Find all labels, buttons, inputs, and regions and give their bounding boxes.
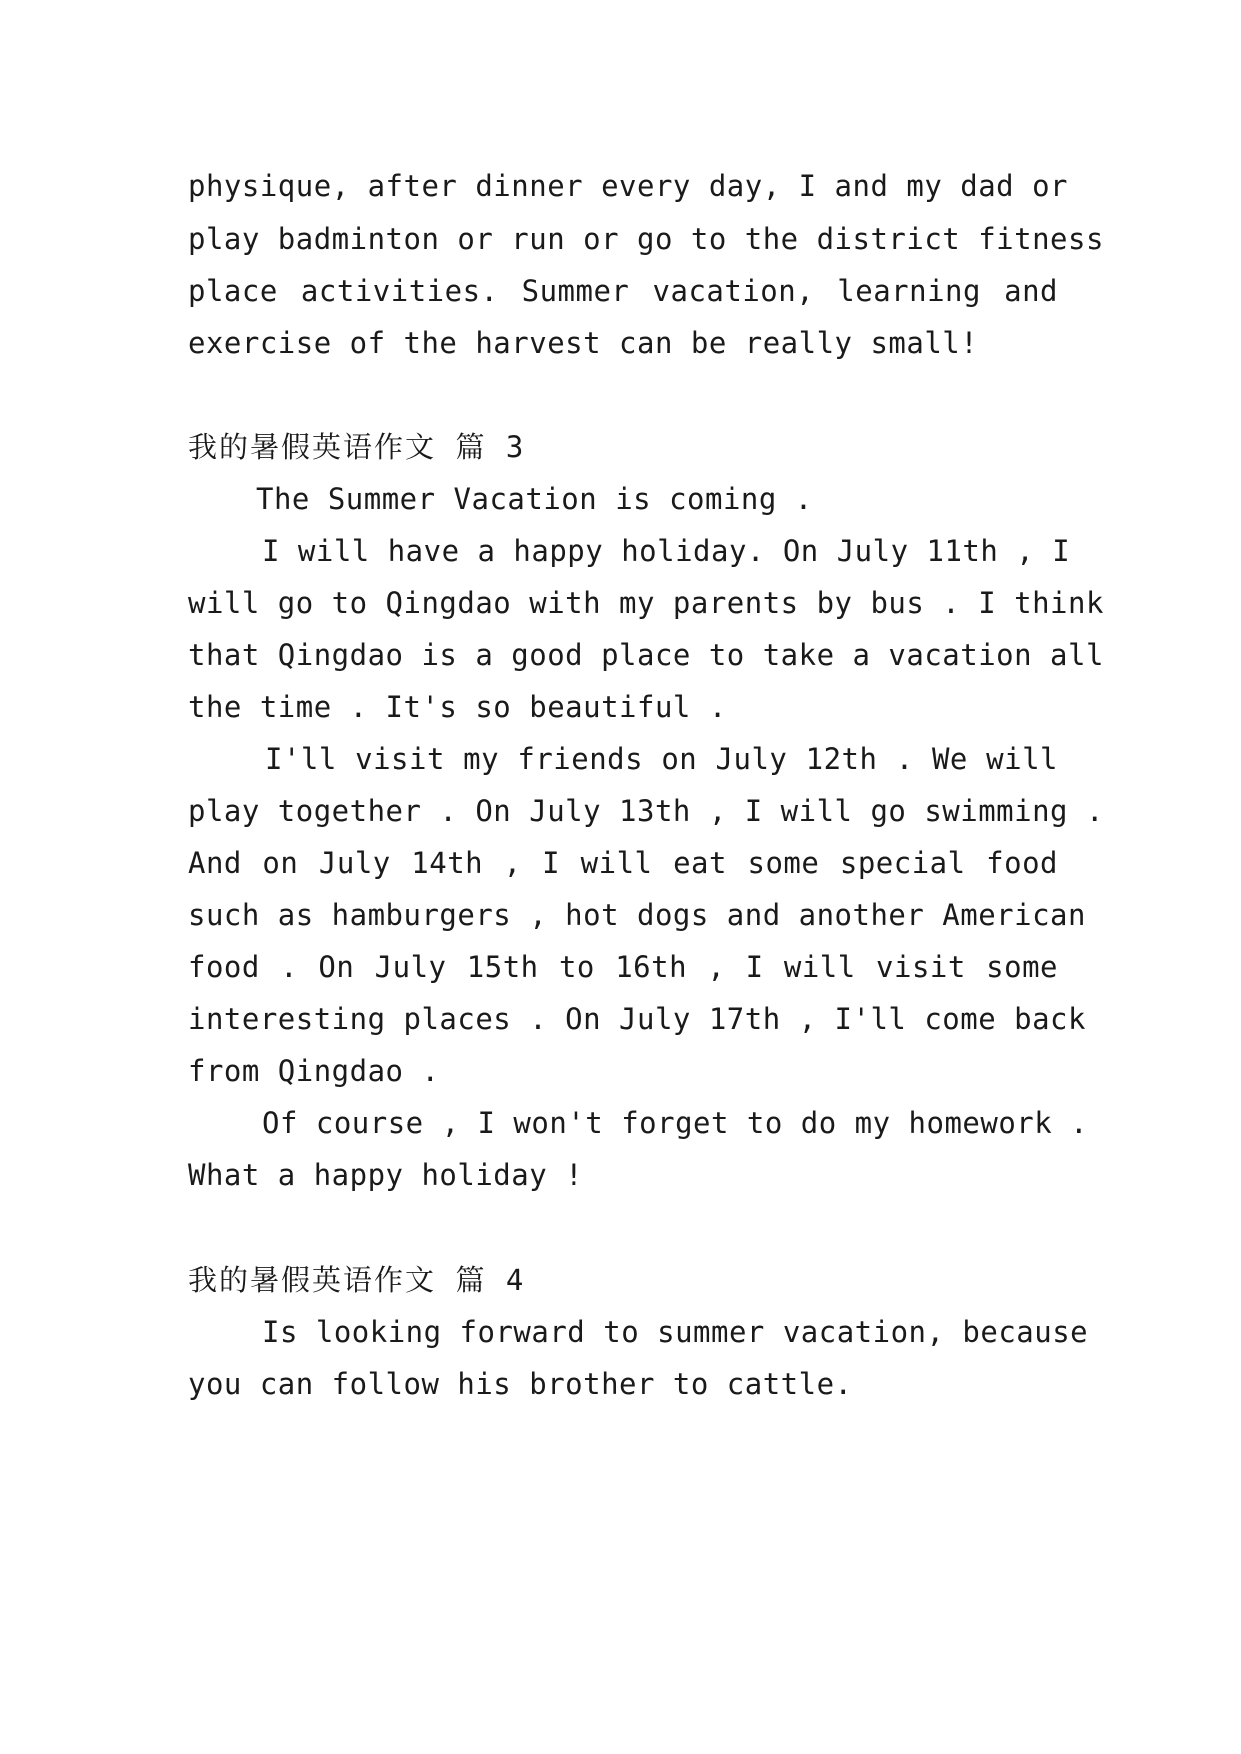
text-line: play badminton or run or go to the district fitness: [188, 222, 1104, 256]
paragraph-line: What a happy holiday !: [188, 1158, 584, 1192]
paragraph-line: play together . On July 13th , I will go swimming .: [188, 794, 1104, 828]
paragraph-line: will go to Qingdao with my parents by bus . I think: [188, 586, 1104, 620]
paragraph-line: And on July 14th , I will eat some special food: [188, 846, 1058, 880]
paragraph-line: I will have a happy holiday. On July 11th , I: [262, 534, 1071, 568]
text-line: exercise of the harvest can be really small!: [188, 326, 979, 360]
paragraph-line: The Summer Vacation is coming .: [256, 482, 813, 516]
paragraph-line: interesting places . On July 17th , I'll come back: [188, 1002, 1086, 1036]
paragraph-line: the time . It's so beautiful .: [188, 690, 727, 724]
paragraph-line: you can follow his brother to cattle.: [188, 1367, 853, 1401]
text-line: place activities. Summer vacation, learning and: [188, 274, 1058, 308]
paragraph-line: such as hamburgers , hot dogs and another American: [188, 898, 1086, 932]
paragraph-line: Of course , I won't forget to do my homework .: [262, 1106, 1089, 1140]
text-line: physique, after dinner every day, I and my dad or: [188, 169, 1069, 203]
paragraph-line: food . On July 15th to 16th , I will visit some: [188, 950, 1058, 984]
paragraph-line: from Qingdao .: [188, 1054, 440, 1088]
section-heading-3: 我的暑假英语作文 篇 3: [188, 430, 526, 464]
paragraph-line: Is looking forward to summer vacation, because: [262, 1315, 1089, 1349]
paragraph-line: that Qingdao is a good place to take a vacation all: [188, 638, 1104, 672]
paragraph-line: I'll visit my friends on July 12th . We will: [265, 742, 1058, 776]
section-heading-4: 我的暑假英语作文 篇 4: [188, 1263, 526, 1297]
